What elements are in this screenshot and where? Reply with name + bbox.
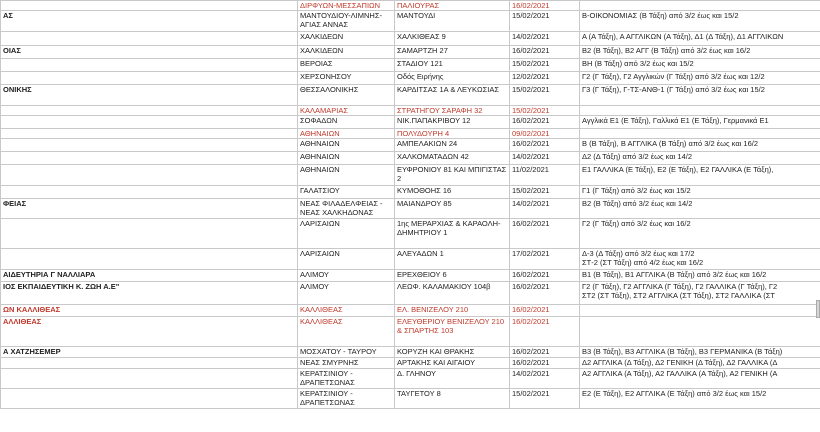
address-cell: ΧΑΛΚΟΜΑΤΑΔΩΝ 42	[395, 152, 510, 165]
date-cell: 16/02/2021	[510, 139, 580, 152]
school-name-cell: ΙΟΣ ΕΚΠΑΙΔΕΥΤΙΚΗ Κ. ΖΩΗ Α.Ε"	[1, 282, 298, 305]
table-row	[1, 59, 820, 72]
municipality-cell: ΚΕΡΑΤΣΙΝΙΟΥ - ΔΡΑΠΕΤΣΩΝΑΣ	[298, 389, 395, 409]
closed-classes-cell	[580, 305, 820, 317]
table-row	[1, 358, 820, 369]
address-cell: ΑΛΕΥΑΔΩΝ 1	[395, 249, 510, 270]
date-cell: 16/02/2021	[510, 305, 580, 317]
table-row	[1, 282, 820, 305]
date-cell: 16/02/2021	[510, 219, 580, 249]
municipality-cell: ΑΘΗΝΑΙΩΝ	[298, 129, 395, 139]
municipality-cell: ΔΙΡΦΥΩΝ-ΜΕΣΣΑΠΙΩΝ	[298, 1, 395, 11]
table-row	[1, 152, 820, 165]
address-cell: ΧΑΛΚΙΘΕΑΣ 9	[395, 32, 510, 46]
date-cell: 15/02/2021	[510, 59, 580, 72]
closed-classes-cell	[580, 129, 820, 139]
school-name-cell	[1, 1, 298, 11]
school-name-cell	[1, 358, 298, 369]
address-cell: ΕΛΕΥΘΕΡΙΟΥ ΒΕΝΙΖΕΛΟΥ 210 & ΣΠΑΡΤΗΣ 103	[395, 317, 510, 347]
municipality-cell: ΛΑΡΙΣΑΙΩΝ	[298, 249, 395, 270]
closed-classes-cell	[580, 106, 820, 116]
table-row	[1, 116, 820, 129]
school-name-cell	[1, 129, 298, 139]
table-row	[1, 199, 820, 219]
school-name-cell	[1, 106, 298, 116]
date-cell: 15/02/2021	[510, 11, 580, 32]
date-cell: 16/02/2021	[510, 347, 580, 358]
municipality-cell: ΝΕΑΣ ΣΜΥΡΝΗΣ	[298, 358, 395, 369]
table-row	[1, 165, 820, 186]
municipality-cell: ΑΛΙΜΟΥ	[298, 282, 395, 305]
closed-classes-cell: Β-ΟΙΚΟΝΟΜΙΑΣ (Β Τάξη) από 3/2 έως και 15/2	[580, 11, 820, 32]
address-cell: ΚΟΡΥΖΗ ΚΑΙ ΘΡΑΚΗΣ	[395, 347, 510, 358]
closed-classes-cell: Δ2 (Δ Τάξη) από 3/2 έως και 14/2	[580, 152, 820, 165]
school-name-cell: ΑΛΛΙΘΕΑΣ	[1, 317, 298, 347]
closed-classes-cell: Δ-3 (Δ Τάξη) από 3/2 έως και 17/2 ΣΤ-2 (ΣΤ Τάξη) από 4/2 έως και 16/2	[580, 249, 820, 270]
closed-classes-cell: Ε1 ΓΑΛΛΙΚΑ (Ε Τάξη), Ε2 (Ε Τάξη), Ε2 ΓΑΛΛΙΚΑ (Ε Τάξη),	[580, 165, 820, 186]
date-cell: 14/02/2021	[510, 199, 580, 219]
municipality-cell: ΚΑΛΛΙΘΕΑΣ	[298, 317, 395, 347]
school-name-cell: ΦΕΙΑΣ	[1, 199, 298, 219]
address-cell: ΑΜΠΕΛΑΚΙΩΝ 24	[395, 139, 510, 152]
address-cell: ΛΕΩΦ. ΚΑΛΑΜΑΚΙΟΥ 104β	[395, 282, 510, 305]
table-row	[1, 305, 820, 317]
school-name-cell	[1, 165, 298, 186]
school-name-cell: Α ΧΑΤΖΗΣΕΜΕΡ	[1, 347, 298, 358]
date-cell: 14/02/2021	[510, 152, 580, 165]
date-cell: 14/02/2021	[510, 32, 580, 46]
school-name-cell	[1, 59, 298, 72]
table-row	[1, 72, 820, 85]
address-cell: ΚΑΡΔΙΤΣΑΣ 1Α & ΛΕΥΚΩΣΙΑΣ	[395, 85, 510, 106]
municipality-cell: ΒΕΡΟΙΑΣ	[298, 59, 395, 72]
date-cell: 12/02/2021	[510, 72, 580, 85]
municipality-cell: ΑΘΗΝΑΙΩΝ	[298, 165, 395, 186]
table-row	[1, 369, 820, 389]
table-row	[1, 186, 820, 199]
scrollbar-thumb[interactable]	[816, 300, 820, 318]
closed-classes-cell: Γ1 (Γ Τάξη) από 3/2 έως και 15/2	[580, 186, 820, 199]
address-cell: ΠΟΛΥΔΟΥΡΗ 4	[395, 129, 510, 139]
address-cell: ΕΥΦΡΟΝΙΟΥ 81 ΚΑΙ ΜΠΙΓΙΣΤΑΣ 2	[395, 165, 510, 186]
school-name-cell	[1, 72, 298, 85]
school-name-cell	[1, 139, 298, 152]
closed-classes-cell: Γ2 (Γ Τάξη) από 3/2 έως και 16/2	[580, 219, 820, 249]
closed-classes-cell	[580, 1, 820, 11]
table-row	[1, 219, 820, 249]
table-row	[1, 46, 820, 59]
date-cell: 15/02/2021	[510, 186, 580, 199]
closed-classes-cell: ΒΗ (Β Τάξη) από 3/2 έως και 15/2	[580, 59, 820, 72]
closed-classes-cell: Β1 (Β Τάξη), Β1 ΑΓΓΛΙΚΑ (Β Τάξη) από 3/2 έως και 16/2	[580, 270, 820, 282]
date-cell: 16/02/2021	[510, 282, 580, 305]
address-cell: ΕΡΕΧΘΕΙΟΥ 6	[395, 270, 510, 282]
municipality-cell: ΝΕΑΣ ΦΙΛΑΔΕΛΦΕΙΑΣ - ΝΕΑΣ ΧΑΛΚΗΔΟΝΑΣ	[298, 199, 395, 219]
school-name-cell	[1, 116, 298, 129]
date-cell: 17/02/2021	[510, 249, 580, 270]
closed-classes-cell: Αγγλικά Ε1 (Ε Τάξη), Γαλλικά Ε1 (Ε Τάξη), Γερμανικά Ε1	[580, 116, 820, 129]
closed-classes-cell: Γ3 (Γ Τάξη), Γ-ΤΣ-ΑΝΘ-1 (Γ Τάξη) από 3/2 έως και 15/2	[580, 85, 820, 106]
date-cell: 16/02/2021	[510, 270, 580, 282]
school-name-cell: ΑΙΔΕΥΤΗΡΙΑ Γ ΝΑΛΛΙΑΡΑ	[1, 270, 298, 282]
closed-classes-cell: Β2 (Β Τάξη) από 3/2 έως και 14/2	[580, 199, 820, 219]
date-cell: 15/02/2021	[510, 106, 580, 116]
address-cell: ΣΤΡΑΤΗΓΟΥ ΣΑΡΑΦΗ 32	[395, 106, 510, 116]
municipality-cell: ΧΕΡΣΟΝΗΣΟΥ	[298, 72, 395, 85]
address-cell: ΣΑΜΑΡΤΖΗ 27	[395, 46, 510, 59]
school-name-cell: ΑΣ	[1, 11, 298, 32]
municipality-cell: ΜΟΣΧΑΤΟΥ - ΤΑΥΡΟΥ	[298, 347, 395, 358]
closed-classes-cell: Ε2 (Ε Τάξη), Ε2 ΑΓΓΛΙΚΑ (Ε Τάξη) από 3/2 έως και 15/2	[580, 389, 820, 409]
address-cell: ΤΑΥΓΕΤΟΥ 8	[395, 389, 510, 409]
school-name-cell: ΟΙΑΣ	[1, 46, 298, 59]
school-name-cell	[1, 249, 298, 270]
date-cell: 16/02/2021	[510, 317, 580, 347]
closed-classes-cell	[580, 317, 820, 347]
table-row	[1, 347, 820, 358]
school-name-cell	[1, 219, 298, 249]
address-cell: Δ. ΓΛΗΝΟΥ	[395, 369, 510, 389]
closed-classes-cell: Β2 (Β Τάξη), Β2 ΑΓΓ (Β Τάξη) από 3/2 έως και 16/2	[580, 46, 820, 59]
closed-classes-cell: Γ2 (Γ Τάξη), Γ2 ΑΓΓΛΙΚΑ (Γ Τάξη), Γ2 ΓΑΛΛΙΚΑ (Γ Τάξη), Γ2 ΣΤ2 (ΣΤ Τάξη), ΣΤ2 ΑΓΓΛΙΚΑ (ΣΤ Τάξη), ΣΤ2 ΓΑΛΛΙΚΑ (ΣΤ	[580, 282, 820, 305]
school-name-cell	[1, 152, 298, 165]
table-row	[1, 317, 820, 347]
closed-classes-cell: Α2 ΑΓΓΛΙΚΑ (Α Τάξη), Α2 ΓΑΛΛΙΚΑ (Α Τάξη), Α2 ΓΕΝΙΚΗ (Α	[580, 369, 820, 389]
table-row	[1, 270, 820, 282]
address-cell: ΑΡΤΑΚΗΣ ΚΑΙ ΑΙΓΑΙΟΥ	[395, 358, 510, 369]
address-cell: Οδός Ειρήνης	[395, 72, 510, 85]
table-row	[1, 11, 820, 32]
municipality-cell: ΣΟΦΑΔΩΝ	[298, 116, 395, 129]
date-cell: 16/02/2021	[510, 46, 580, 59]
table-row	[1, 85, 820, 106]
municipality-cell: ΧΑΛΚΙΔΕΩΝ	[298, 32, 395, 46]
municipality-cell: ΑΘΗΝΑΙΩΝ	[298, 152, 395, 165]
table-row	[1, 389, 820, 409]
address-cell: ΠΑΛΙΟΥΡΑΣ	[395, 1, 510, 11]
table-row	[1, 139, 820, 152]
municipality-cell: ΑΛΙΜΟΥ	[298, 270, 395, 282]
municipality-cell: ΚΑΛΑΜΑΡΙΑΣ	[298, 106, 395, 116]
address-cell: ΜΑΝΤΟΥΔΙ	[395, 11, 510, 32]
closed-classes-cell: Α (Α Τάξη), Α ΑΓΓΛΙΚΩΝ (Α Τάξη), Δ1 (Δ Τάξη), Δ1 ΑΓΓΛΙΚΩΝ	[580, 32, 820, 46]
table-row	[1, 249, 820, 270]
date-cell: 16/02/2021	[510, 358, 580, 369]
municipality-cell: ΓΑΛΑΤΣΙΟΥ	[298, 186, 395, 199]
address-cell: ΣΤΑΔΙΟΥ 121	[395, 59, 510, 72]
municipality-cell: ΑΘΗΝΑΙΩΝ	[298, 139, 395, 152]
school-name-cell	[1, 32, 298, 46]
school-name-cell: ΟΝΙΚΗΣ	[1, 85, 298, 106]
closed-classes-cell: Β3 (Β Τάξη), Β3 ΑΓΓΛΙΚΑ (Β Τάξη), Β3 ΓΕΡΜΑΝΙΚΑ (Β Τάξη)	[580, 347, 820, 358]
table-row	[1, 106, 820, 116]
address-cell: ΚΥΜΟΘΟΗΣ 16	[395, 186, 510, 199]
municipality-cell: ΚΕΡΑΤΣΙΝΙΟΥ - ΔΡΑΠΕΤΣΩΝΑΣ	[298, 369, 395, 389]
closed-classes-cell: Γ2 (Γ Τάξη), Γ2 Αγγλικών (Γ Τάξη) από 3/2 έως και 12/2	[580, 72, 820, 85]
address-cell: ΜΑΙΑΝΔΡΟΥ 85	[395, 199, 510, 219]
municipality-cell: ΚΑΛΛΙΘΕΑΣ	[298, 305, 395, 317]
address-cell: ΕΛ. ΒΕΝΙΖΕΛΟΥ 210	[395, 305, 510, 317]
municipality-cell: ΧΑΛΚΙΔΕΩΝ	[298, 46, 395, 59]
school-name-cell: ΩΝ ΚΑΛΛΙΘΕΑΣ	[1, 305, 298, 317]
school-name-cell	[1, 369, 298, 389]
date-cell: 09/02/2021	[510, 129, 580, 139]
date-cell: 14/02/2021	[510, 369, 580, 389]
municipality-cell: ΜΑΝΤΟΥΔΙΟΥ-ΛΙΜΝΗΣ-ΑΓΙΑΣ ΑΝΝΑΣ	[298, 11, 395, 32]
date-cell: 15/02/2021	[510, 389, 580, 409]
date-cell: 16/02/2021	[510, 1, 580, 11]
table-row	[1, 1, 820, 11]
date-cell: 16/02/2021	[510, 116, 580, 129]
date-cell: 11/02/2021	[510, 165, 580, 186]
school-name-cell	[1, 389, 298, 409]
address-cell: ΝΙΚ.ΠΑΠΑΚΡΙΒΟΥ 12	[395, 116, 510, 129]
school-name-cell	[1, 186, 298, 199]
closed-classes-cell: Δ2 ΑΓΓΛΙΚΑ (Δ Τάξη), Δ2 ΓΕΝΙΚΗ (Δ Τάξη), Δ2 ΓΑΛΛΙΚΑ (Δ	[580, 358, 820, 369]
closed-classes-cell: Β (Β Τάξη), Β ΑΓΓΛΙΚΑ (Β Τάξη) από 3/2 έως και 16/2	[580, 139, 820, 152]
table-row	[1, 129, 820, 139]
municipality-cell: ΛΑΡΙΣΑΙΩΝ	[298, 219, 395, 249]
address-cell: 1ης ΜΕΡΑΡΧΙΑΣ & ΚΑΡΑΟΛΗ-ΔΗΜΗΤΡΙΟΥ 1	[395, 219, 510, 249]
date-cell: 15/02/2021	[510, 85, 580, 106]
table-row	[1, 32, 820, 46]
municipality-cell: ΘΕΣΣΑΛΟΝΙΚΗΣ	[298, 85, 395, 106]
